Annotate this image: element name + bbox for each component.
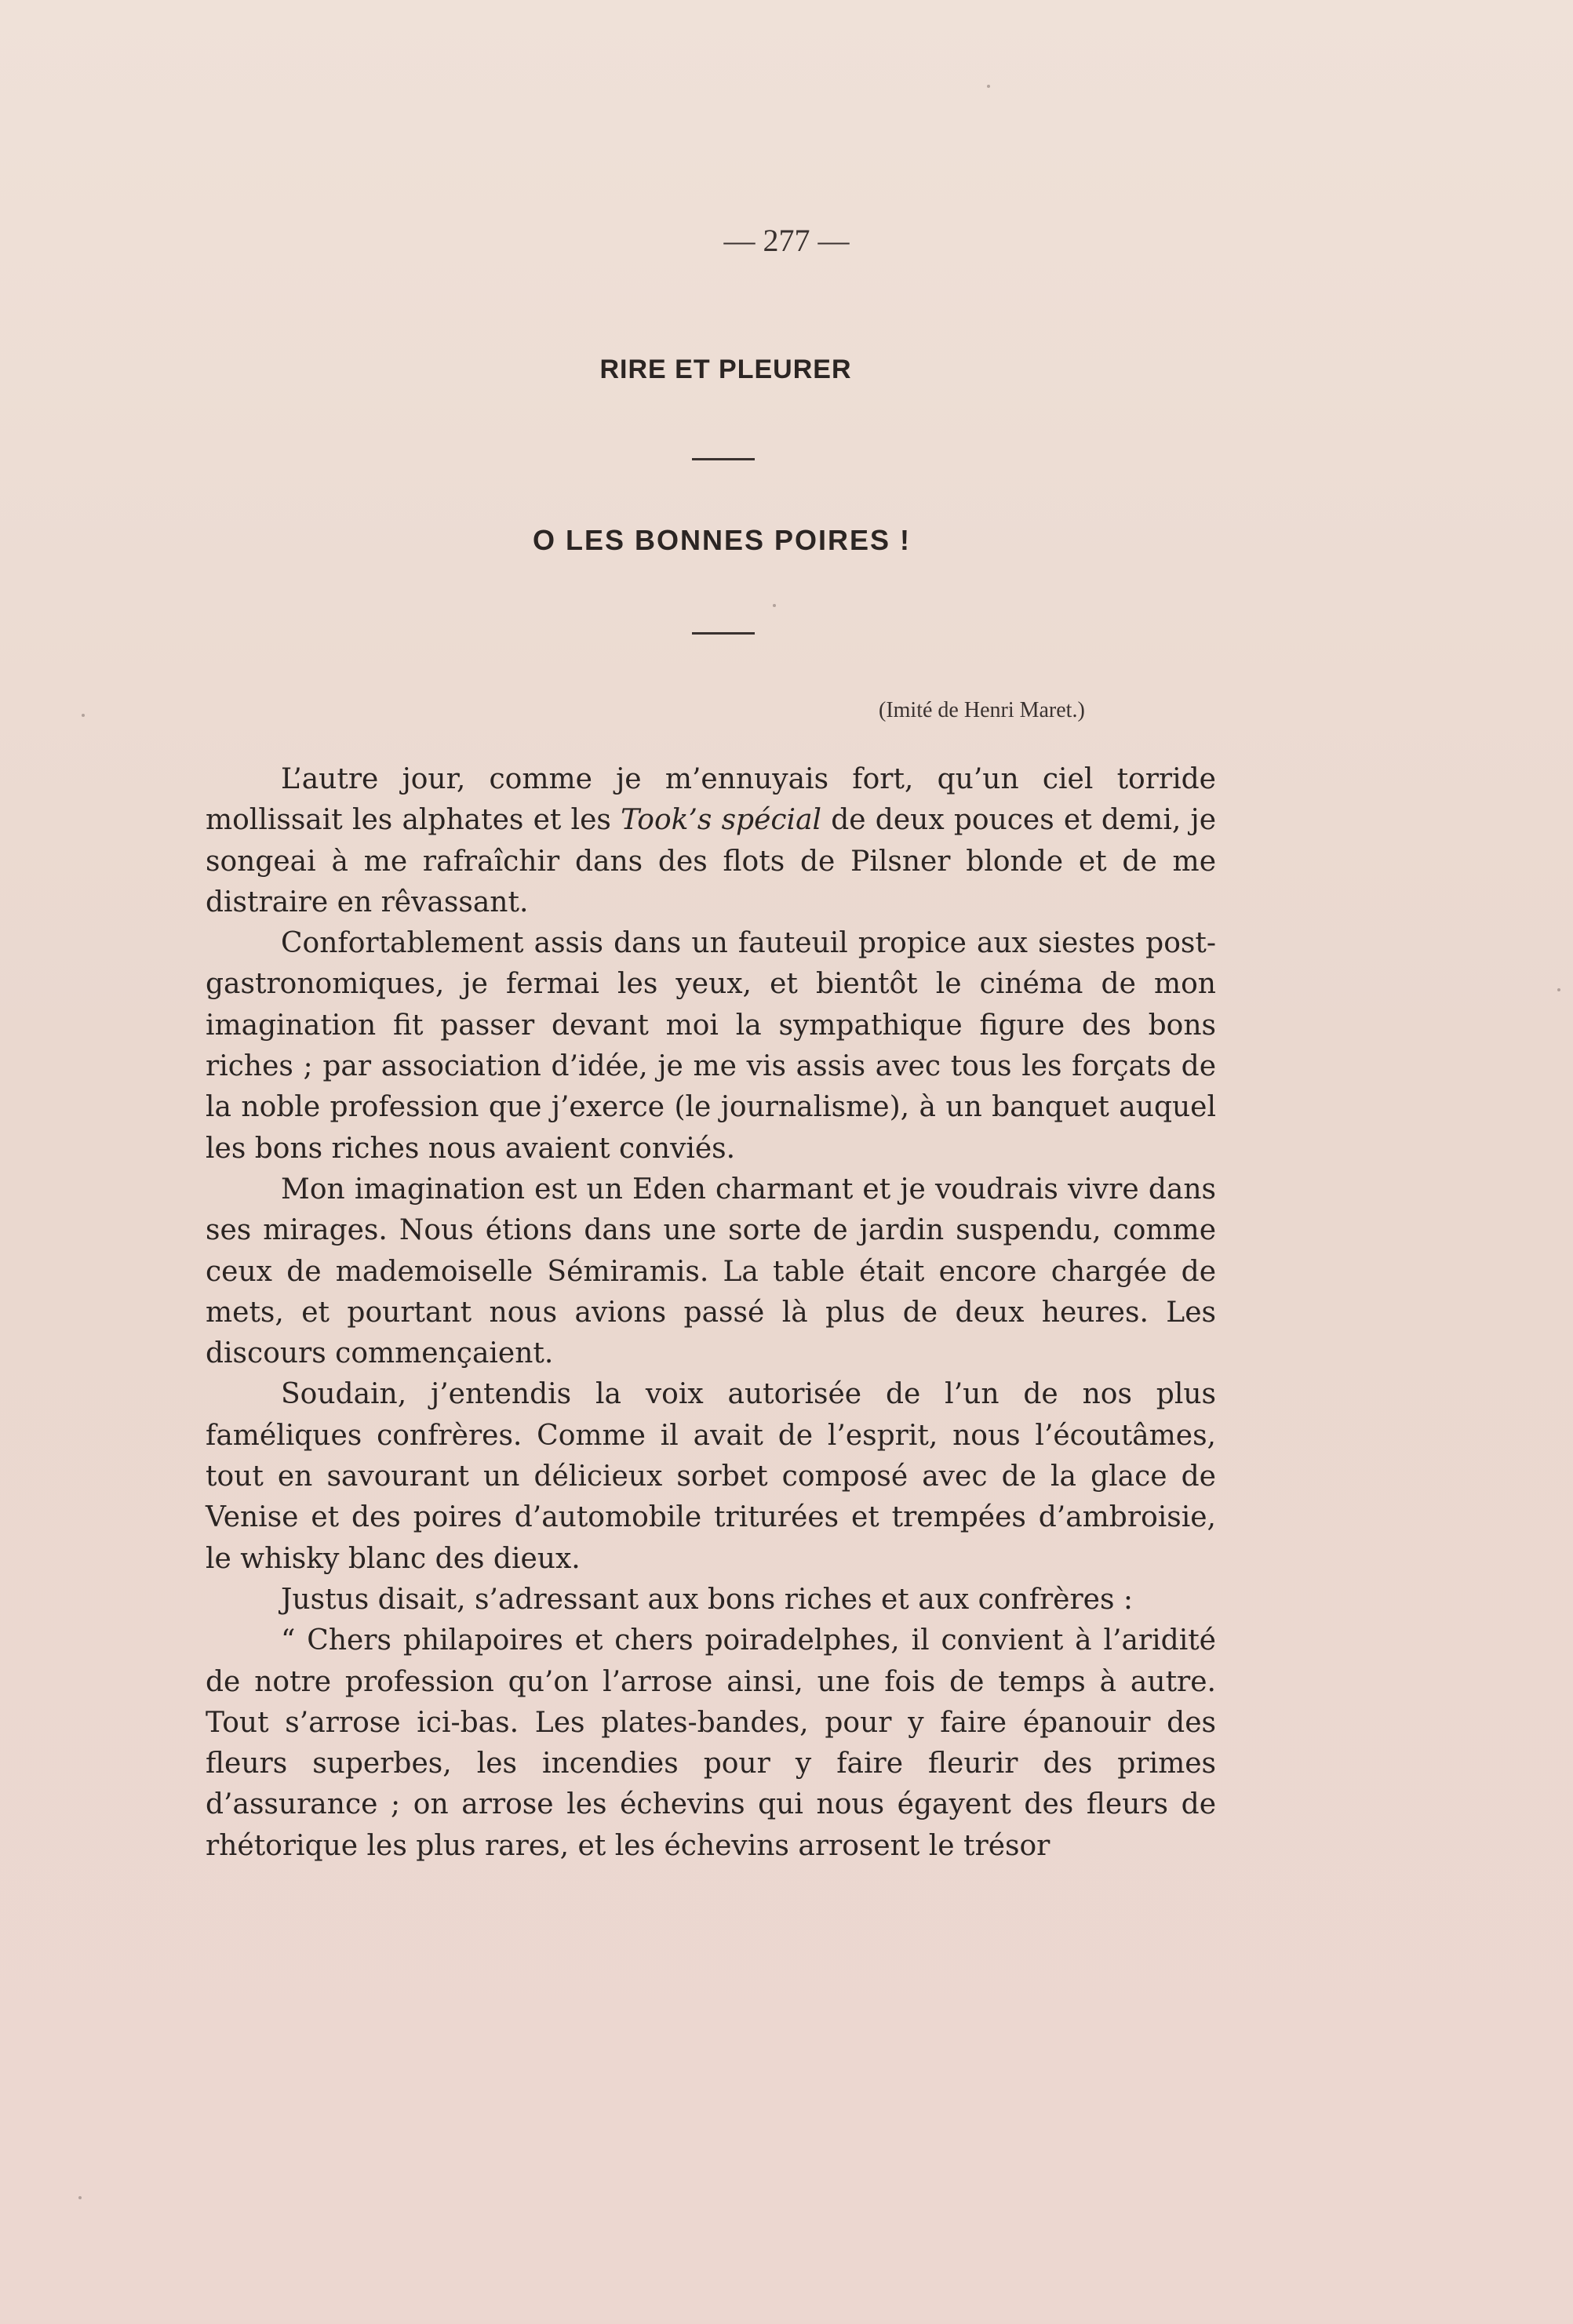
- title-divider-top: [692, 458, 755, 460]
- paragraph: Mon imagination est un Eden charmant et je voudrais vivre dans ses mirages. Nous étions dans une sorte de jardin suspendu, comme ceux de mademoiselle Sémiramis. La table était encore chargée de mets, et pourtant nous avions passé là plus de deux heures. Les discours commençaient.: [206, 1173, 1216, 1370]
- paper-speck: [773, 604, 776, 607]
- title-divider-bottom: [692, 632, 755, 635]
- section-title: RIRE ET PLEURER: [599, 355, 852, 384]
- paper-speck: [82, 714, 85, 717]
- paper-speck: [78, 2196, 82, 2199]
- paragraph: [206, 759, 1216, 923]
- paragraph: Confortablement assis dans un fauteuil propice aux siestes post-gastronomiques, je fermai les yeux, et bientôt le cinéma de mon imagination fit passer devant moi la sympathique figure des bons riches ; par association d’idée, je me vis assis avec tous les forçats de la noble profession que j’exerce (le journalisme), à un banquet auquel les bons riches nous avaient conviés.: [206, 927, 1216, 1165]
- paragraph-text: L’autre jour, comme je m’ennuyais fort, qu’un ciel torride mollissait les alphates et les: [206, 763, 1216, 837]
- attribution: (Imité de Henri Maret.): [879, 698, 1085, 722]
- paper-speck: [987, 85, 990, 88]
- page-number: — 277 —: [723, 223, 850, 258]
- article-title: O LES BONNES POIRES !: [532, 524, 912, 556]
- article-body: [206, 759, 1216, 1867]
- paper-speck: [1557, 988, 1560, 991]
- paragraph: “ Chers philapoires et chers poiradelphes, il convient à l’aridité de notre profession qu’on l’arrose ainsi, une fois de temps à autre. Tout s’arrose ici-bas. Les plates-bandes, pour y faire épanouir des fleurs superbes, les incendies pour y faire fleurir des primes d’assurance ; on arrose les échevins qui nous égayent des fleurs de rhétorique les plus rares, et les échevins arrosent le trésor: [206, 1624, 1216, 1862]
- paragraph-text: de deux pouces et demi, je songeai à me rafraîchir dans des flots de Pilsner blonde et de me distraire en rêvassant.: [206, 804, 1217, 918]
- italic-text: Took’s spécial: [621, 804, 822, 837]
- paragraph: Soudain, j’entendis la voix autorisée de l’un de nos plus faméliques confrères. Comme il avait de l’esprit, nous l’écoutâmes, tout en savourant un délicieux sorbet composé avec de la glace de Venise et des poires d’automobile triturées et trempées d’ambroisie, le whisky blanc des dieux.: [206, 1378, 1216, 1575]
- paragraph: Justus disait, s’adressant aux bons riches et aux confrères :: [281, 1583, 1134, 1616]
